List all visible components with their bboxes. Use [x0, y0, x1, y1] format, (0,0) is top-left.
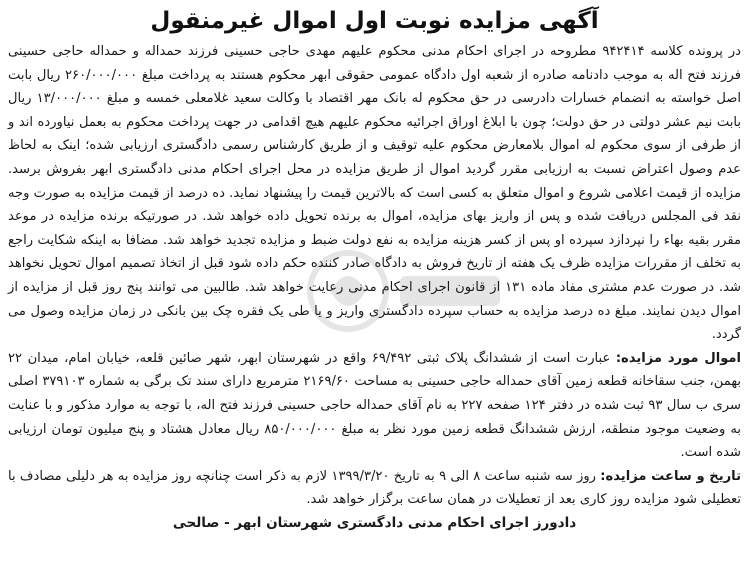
date-paragraph: [8, 465, 741, 512]
notice-title: آگهی مزایده نوبت اول اموال غیرمنقول: [150, 8, 599, 34]
property-lead: اموال مورد مزایده:: [615, 350, 742, 366]
date-text: روز سه شنبه ساعت ۸ الی ۹ به تاریخ ۱۳۹۹/۳/۲۰ لازم به ذکر است چنانچه روز مزایده به هر دلیلی مصادف با تعطیلی شود مزایده روز کاری بعد از تعطیلات در همان ساعت برگزار خواهد شد.: [8, 468, 741, 508]
property-paragraph: [8, 347, 741, 465]
signature: دادورز اجرای احکام مدنی دادگستری شهرستان ابهر - صالحی: [172, 514, 577, 531]
property-text: عبارت است از ششدانگ پلاک ثبتی ۶۹/۴۹۲ واقع در شهرستان ابهر، شهر صائین قلعه، خیابان امام، میدان ۲۲ بهمن، جنب سقاخانه قطعه زمین آقای حمداله حاجی حسینی به مساحت ۲۱۶۹/۶۰ مترمربع دارای سند تک برگی به شماره ۳۷۹۱۰۳ اصلی سری ب سال ۹۳ ثبت شده در دفتر ۱۲۴ صفحه ۲۲۷ به نام آقای حمداله حاجی حسینی فرزند فتح اله، با توجه به موارد مذکور و با عنایت به وضعیت موجود منطقه، ارزش ششدانگ قطعه زمین مورد نظر به مبلغ ۸۵۰/۰۰۰/۰۰۰ ریال معادل هشتاد و پنج میلیون تومان ارزیابی شده است.: [8, 350, 741, 461]
date-lead: تاریخ و ساعت مزایده:: [600, 468, 741, 484]
notice-body-paragraph: در پرونده کلاسه ۹۴۲۴۱۴ مطروحه در اجرای احکام مدنی محکوم علیهم مهدی حاجی حسینی فرزند حمداله و حمداله حاجی حسینی فرزند فتح اله به موجب دادنامه صادره از شعبه اول دادگاه عمومی حقوقی ابهر محکوم هستند به پرداخت مبلغ ۲۶۰/۰۰۰/۰۰۰ ریال بابت اصل خواسته به انضمام خسارات دادرسی در حق محکوم له بانک مهر اقتصاد با وکالت سعید غلامعلی خمسه و مبلغ ۱۳/۰۰۰/۰۰۰ ریال بابت نیم عشر دولتی در حق دولت؛ چون با ابلاغ اوراق اجرائیه محکوم علیهم هیچ اقدامی در جهت پرداخت محکوم به بعمل نیاورده اند و از طرفی از سوی محکوم له اموال بلامعارض محکوم علیه توقیف و از طریق کارشناس رسمی دادگستری ارزیابی شده؛ اینک به لحاظ عدم وصول اعتراض نسبت به ارزیابی مقرر گردید اموال از طریق مزایده در محل اجرای احکام مدنی دادگستری ابهر بفروش برسد. مزایده از قیمت اعلامی شروع و اموال متعلق به کسی است که بالاترین قیمت را پیشنهاد نماید. ده درصد از قیمت مزایده به صورت وجه نقد فی المجلس دریافت شده و پس از واریز بهای مزایده، اموال به برنده تحویل داده خواهد شد. در صورتیکه برنده مزایده در موعد مقرر بقیه بهاء را نپردازد سپرده او پس از کسر هزینه مزایده به نفع دولت ضبط و مزایده تجدید خواهد شد. مضافا به اینکه شکایت راجع به تخلف از مقررات مزایده ظرف یک هفته از تاریخ فروش به دادگاه صادر کننده حکم داده شود قبل از اتخاذ تصمیم اموال تحویل نخواهد شد. در صورت عدم مشتری مفاد ماده ۱۳۱ از قانون اجرای احکام مدنی رعایت خواهد شد. طالبین می توانند پنج روز قبل از مزایده از اموال دیدن نمایند. مبلغ ده درصد مزایده به حساب سپرده دادگستری واریز و یا طی یک فقره چک بین بانکی در زمان مزایده وصول می گردد.: [8, 44, 742, 343]
